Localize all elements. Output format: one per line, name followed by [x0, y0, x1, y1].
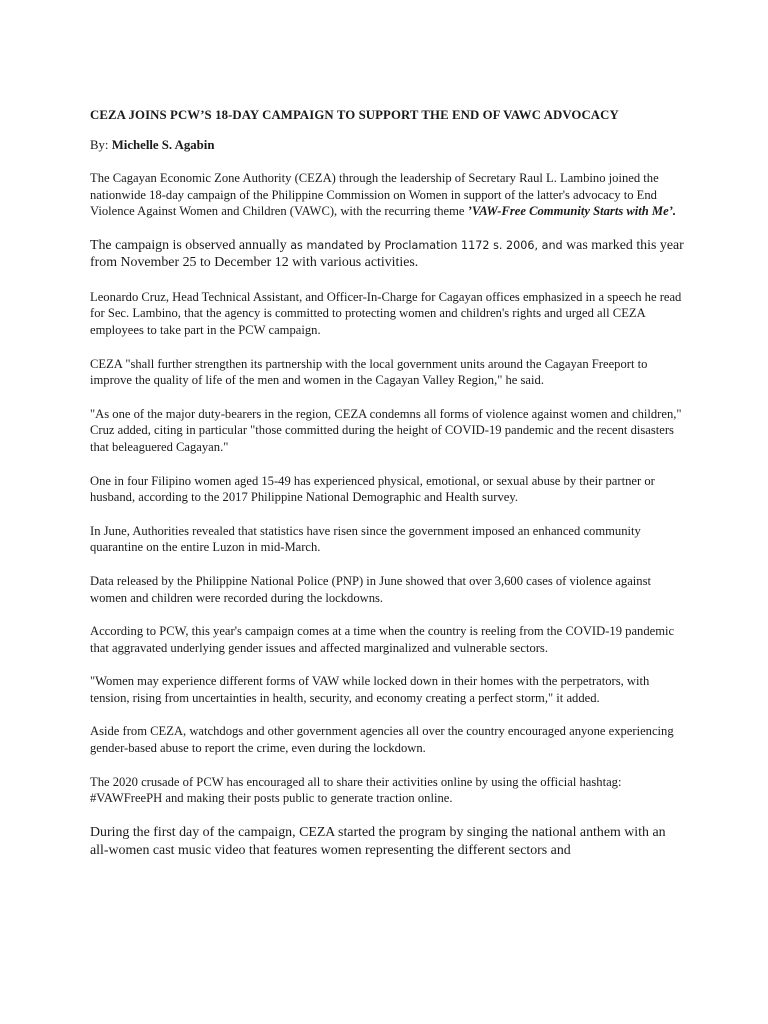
document-page — [90, 107, 685, 860]
intro-text: The Cagayan Economic Zone Authority (CEZA) through the leadership of Secretary Raul L. Lambino joined the nationwide 18-day campaign of the Philippine Commission on Women in support of the latter's advocacy to End Violence Against Women and Children (VAWC), with the recurring theme — [90, 171, 659, 219]
campaign-mandate: as mandated by Proclamation 1172 s. 2006, and — [290, 238, 563, 252]
body-paragraph: Data released by the Philippine National Police (PNP) in June showed that over 3,600 cases of violence against women and children were recorded during the lockdowns. — [90, 573, 651, 605]
body-paragraph: One in four Filipino women aged 15-49 has experienced physical, emotional, or sexual abuse by their partner or husband, according to the 2017 Philippine National Demographic and Health survey. — [90, 473, 655, 505]
body-paragraph: Leonardo Cruz, Head Technical Assistant, and Officer-In-Charge for Cagayan offices emphasized in a speech he read for Sec. Lambino, that the agency is committed to protecting women and children's rights and urged all CEZA employees to take part in the PCW campaign. — [90, 289, 682, 337]
byline — [90, 137, 685, 153]
body-paragraph: "Women may experience different forms of VAW while locked down in their homes with the perpetrators, with tension, rising from uncertainties in health, security, and economy creating a perfect storm," it added. — [90, 674, 650, 705]
body-paragraph: According to PCW, this year's campaign comes at a time when the country is reeling from the COVID-19 pandemic that aggravated underlying gender issues and affected marginalized and vulnerable sectors. — [90, 624, 675, 655]
by-label: By: — [90, 138, 109, 152]
body-paragraph: The 2020 crusade of PCW has encouraged all to share their activities online by using the official hashtag: #VAWFreePH and making their posts public to generate traction online. — [90, 774, 622, 806]
body-paragraph: In June, Authorities revealed that statistics have risen since the government imposed an enhanced community quarantine on the entire Luzon in mid-March. — [90, 523, 641, 555]
campaign-post: was marked this year from November 25 to December 12 with various activities. — [90, 237, 684, 270]
author-name: Michelle S. Agabin — [111, 138, 215, 152]
body-paragraph: "As one of the major duty-bearers in the region, CEZA condemns all forms of violence against women and children," Cruz added, citing in particular "those committed during the height of COVID-19 pandemic and the recent disasters that beleaguered Cagayan." — [90, 406, 682, 454]
campaign-paragraph — [90, 237, 685, 271]
final-paragraph: During the first day of the campaign, CEZA started the program by singing the national anthem with an all-women cast music video that features women representing the different sectors and — [90, 824, 666, 858]
body-paragraph: Aside from CEZA, watchdogs and other government agencies all over the country encouraged anyone experiencing gender-based abuse to report the crime, even during the lockdown. — [90, 724, 674, 756]
intro-paragraph — [90, 170, 685, 220]
body-paragraph: CEZA "shall further strengthen its partnership with the local government units around the Cagayan Freeport to improve the quality of life of the men and women in the Cagayan Valley Region," he said. — [90, 356, 648, 388]
campaign-theme: ’VAW-Free Community Starts with Me’. — [467, 204, 677, 219]
article-title: CEZA JOINS PCW’S 18-DAY CAMPAIGN TO SUPPORT THE END OF VAWC ADVOCACY — [90, 108, 619, 122]
campaign-pre: The campaign is observed annually — [90, 237, 291, 253]
